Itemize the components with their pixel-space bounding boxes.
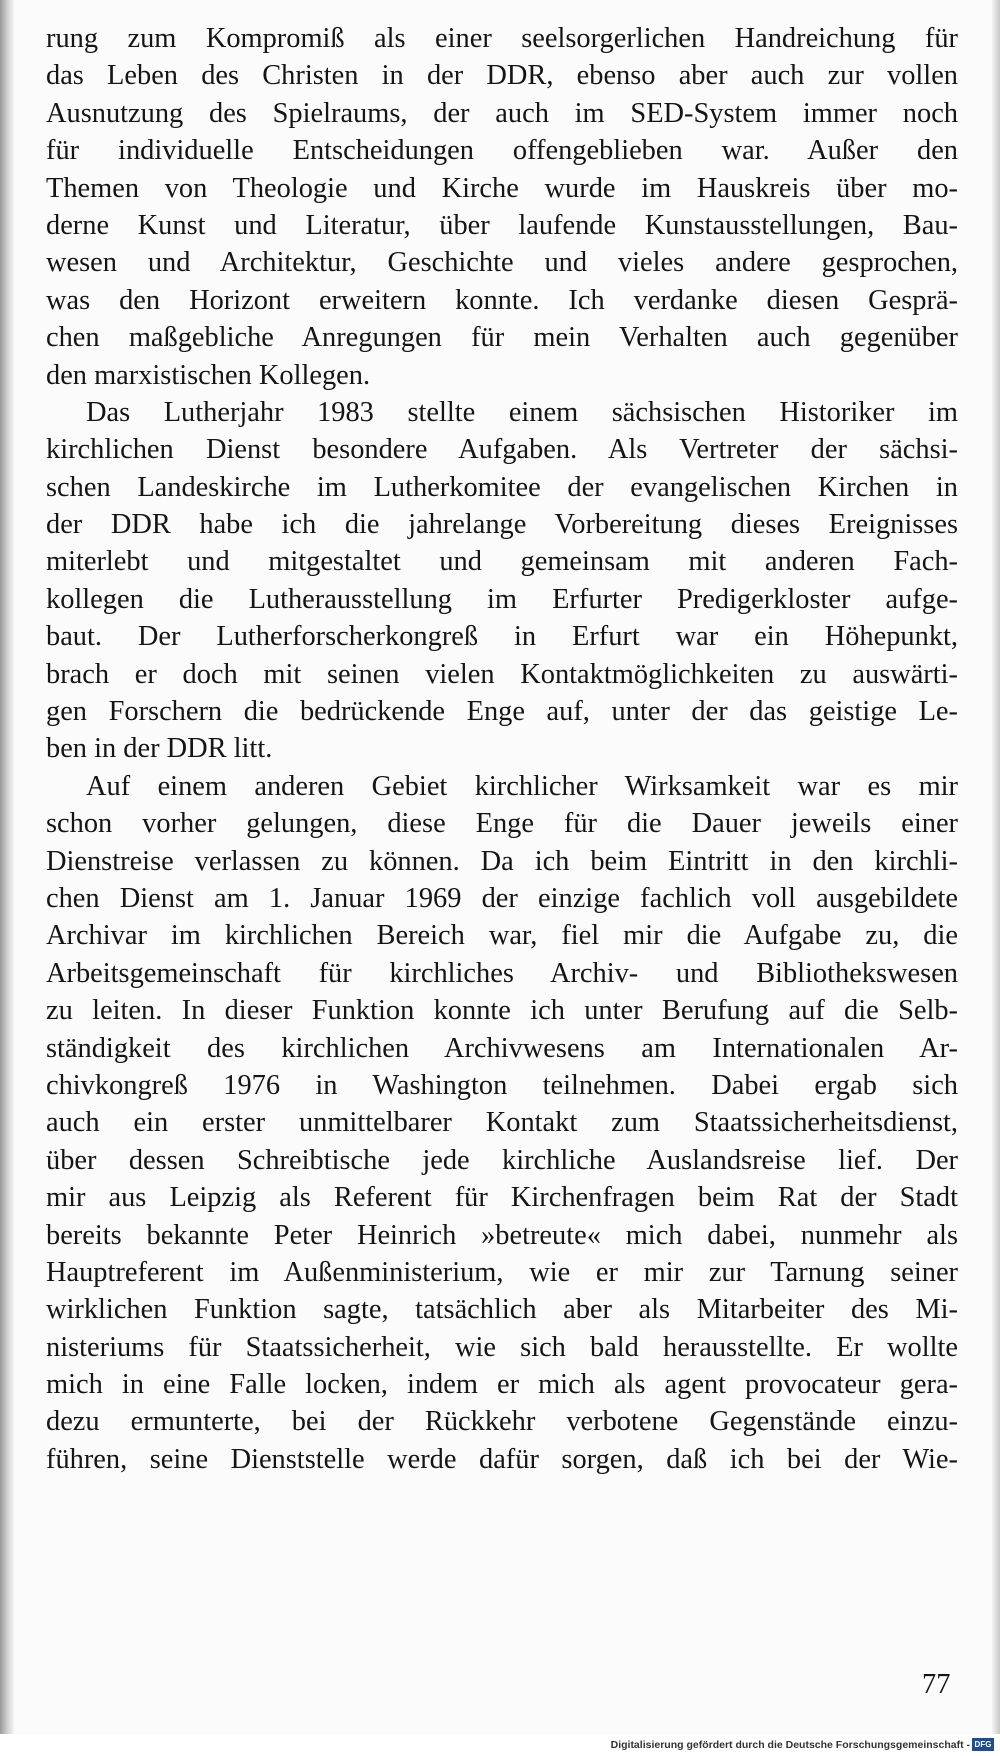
page-number: 77: [922, 1669, 951, 1700]
text-line: zu leiten. In dieser Funktion konnte ich unter Berufung auf die Selb-: [46, 995, 958, 1027]
dfg-logo: DFG: [972, 1738, 994, 1751]
text-line: bereits bekannte Peter Heinrich »betreute« mich dabei, nunmehr als: [46, 1219, 958, 1251]
text-line: baut. Der Lutherforscherkongreß in Erfurt war ein Höhepunkt,: [46, 621, 958, 653]
text-line: das Leben des Christen in der DDR, ebenso aber auch zur vollen: [46, 60, 958, 92]
text-line: führen, seine Dienststelle werde dafür sorgen, daß ich bei der Wie-: [46, 1443, 958, 1475]
text-line: wesen und Architektur, Geschichte und vieles andere gesprochen,: [46, 247, 958, 279]
text-line: gen Forschern die bedrückende Enge auf, unter der das geistige Le-: [46, 696, 958, 728]
text-line: ständigkeit des kirchlichen Archivwesens am Internationalen Ar-: [46, 1032, 958, 1064]
text-line: was den Horizont erweitern konnte. Ich verdanke diesen Gesprä-: [46, 284, 958, 316]
text-line: chen maßgebliche Anregungen für mein Verhalten auch gegenüber: [46, 322, 958, 354]
text-line: Arbeitsgemeinschaft für kirchliches Archiv- und Bibliothekswesen: [46, 957, 958, 989]
text-line: für individuelle Entscheidungen offengeblieben war. Außer den: [46, 135, 958, 167]
text-line: Das Lutherjahr 1983 stellte einem sächsischen Historiker im: [86, 396, 958, 428]
text-line: dezu ermunterte, bei der Rückkehr verbotene Gegenstände einzu-: [46, 1406, 958, 1438]
text-line: schon vorher gelungen, diese Enge für die Dauer jeweils einer: [46, 808, 958, 840]
text-line: mir aus Leipzig als Referent für Kirchenfragen beim Rat der Stadt: [46, 1182, 958, 1214]
text-line: der DDR habe ich die jahrelange Vorbereitung dieses Ereignisses: [46, 509, 958, 541]
text-line: kollegen die Lutherausstellung im Erfurter Predigerkloster aufge-: [46, 583, 958, 615]
text-line: nisteriums für Staatssicherheit, wie sich bald herausstellte. Er wollte: [46, 1331, 958, 1363]
page-right-edge-shadow: [992, 0, 1000, 1756]
text-line: Themen von Theologie und Kirche wurde im Hauskreis über mo-: [46, 172, 958, 204]
text-line: mich in eine Falle locken, indem er mich als agent provocateur gera-: [46, 1369, 958, 1401]
body-text: [46, 20, 958, 1478]
text-line: kirchlichen Dienst besondere Aufgaben. Als Vertreter der sächsi-: [46, 434, 958, 466]
text-line: Hauptreferent im Außenministerium, wie er mir zur Tarnung seiner: [46, 1256, 958, 1288]
text-line: den marxistischen Kollegen.: [46, 359, 371, 391]
text-line: chen Dienst am 1. Januar 1969 der einzige fachlich voll ausgebildete: [46, 882, 958, 914]
digitization-note: Digitalisierung gefördert durch die Deutsche Forschungsgemeinschaft -: [610, 1739, 970, 1751]
page-left-edge-shadow: [0, 0, 14, 1756]
text-line: rung zum Kompromiß als einer seelsorgerlichen Handreichung für: [46, 23, 958, 54]
text-line: brach er doch mit seinen vielen Kontaktmöglichkeiten zu auswärti-: [46, 658, 958, 690]
text-line: miterlebt und mitgestaltet und gemeinsam mit anderen Fach-: [46, 546, 958, 578]
text-line: Archivar im kirchlichen Bereich war, fiel mir die Aufgabe zu, die: [46, 920, 958, 952]
text-line: schen Landeskirche im Lutherkomitee der evangelischen Kirchen in: [46, 471, 958, 503]
text-line: ben in der DDR litt.: [46, 733, 273, 765]
text-line: chivkongreß 1976 in Washington teilnehmen. Dabei ergab sich: [46, 1069, 958, 1101]
text-line: Auf einem anderen Gebiet kirchlicher Wirksamkeit war es mir: [86, 770, 958, 802]
text-line: Dienstreise verlassen zu können. Da ich beim Eintritt in den kirchli-: [46, 845, 958, 877]
text-line: wirklichen Funktion sagte, tatsächlich aber als Mitarbeiter des Mi-: [46, 1294, 958, 1326]
text-line: auch ein erster unmittelbarer Kontakt zum Staatssicherheitsdienst,: [46, 1107, 958, 1139]
text-line: über dessen Schreibtische jede kirchliche Auslandsreise lief. Der: [46, 1144, 958, 1176]
text-line: derne Kunst und Literatur, über laufende Kunstausstellungen, Bau-: [46, 209, 958, 241]
text-line: Ausnutzung des Spielraums, der auch im SED-System immer noch: [46, 97, 958, 129]
